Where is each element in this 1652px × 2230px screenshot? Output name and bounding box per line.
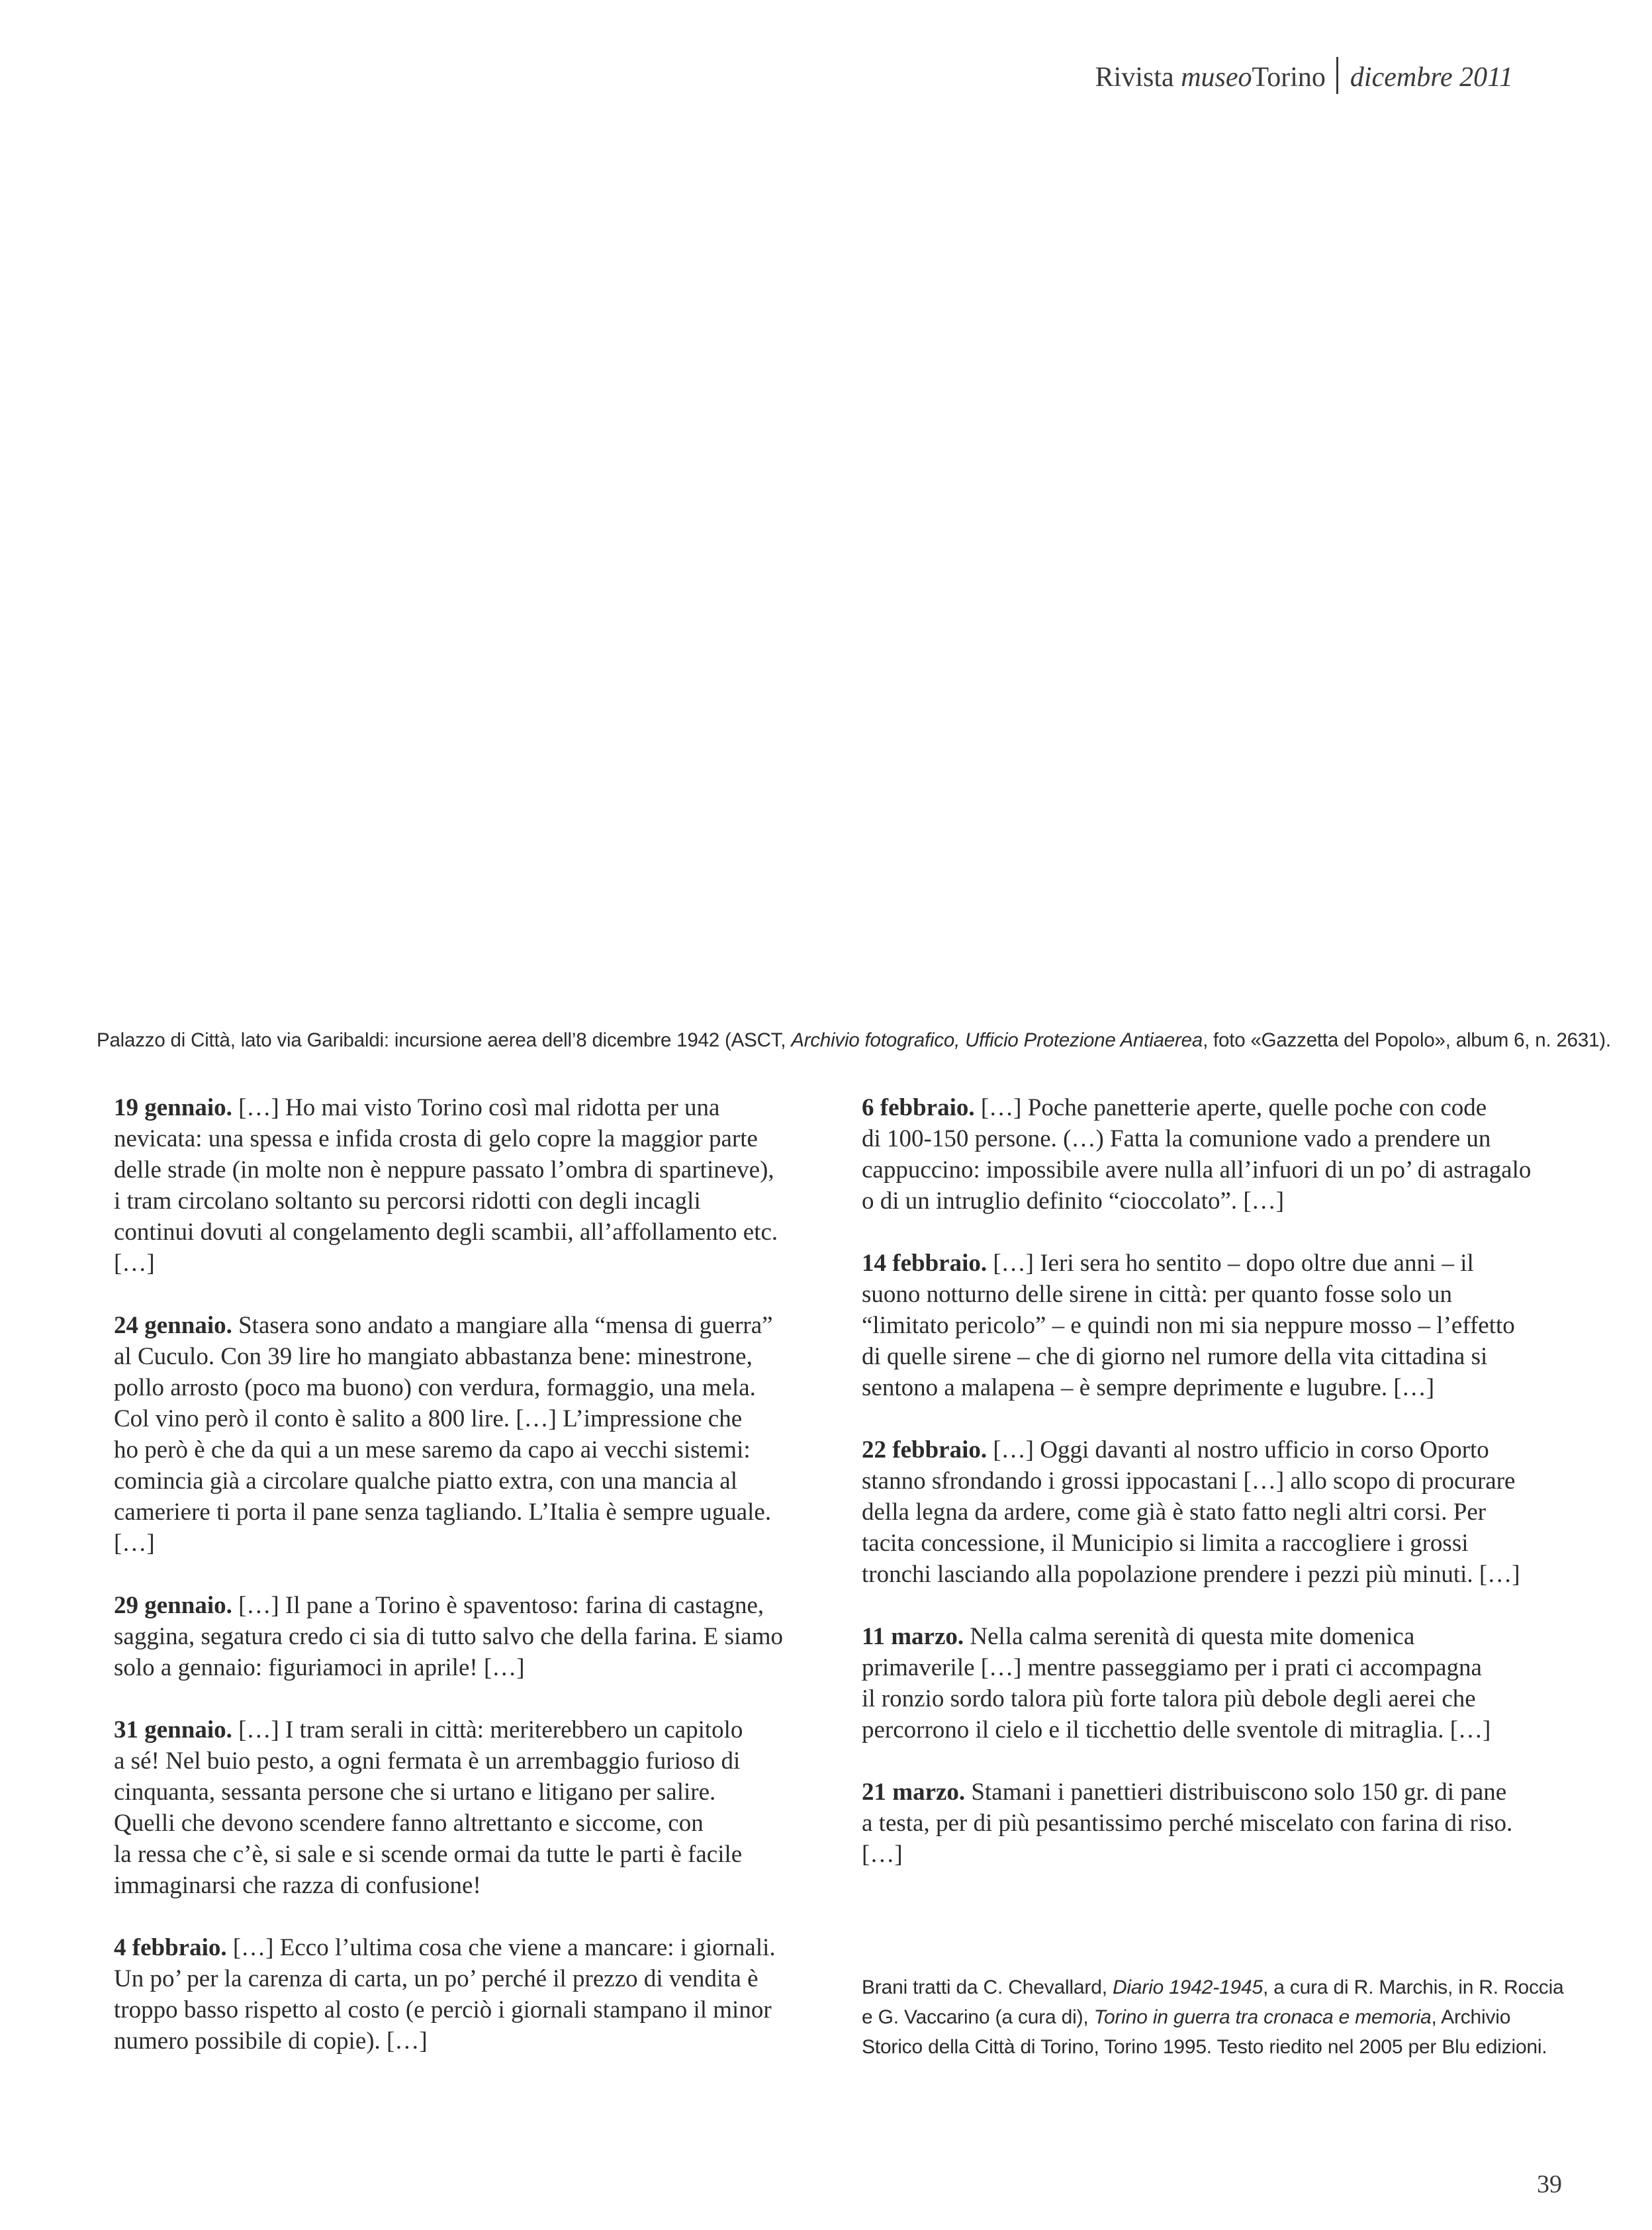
photo-caption [97,1029,1611,1052]
entry-line [114,1745,815,1777]
credits-line: Storico della Città di Torino, Torino 1995. Testo riedito nel 2005 per Blu edizioni. [862,2036,1547,2058]
entry-line [862,1341,1563,1372]
entry-text: troppo basso rispetto al costo (e perciò i giornali stampano il minor [114,1996,772,2023]
entry-line [862,1092,1563,1123]
entry-text: […] I tram serali in città: meriterebbero un capitolo [232,1716,743,1743]
entry-line [862,1248,1563,1279]
entry-text: il ronzio sordo talora più forte talora più debole degli aerei che [862,1685,1476,1712]
entry-line [862,1559,1563,1590]
entry-line [114,1528,815,1559]
entry-text: a sé! Nel buio pesto, a ogni fermata è un arrembaggio furioso di [114,1747,741,1775]
entry-line [114,1092,815,1123]
entry-text: della legna da ardere, come già è stato fatto negli altri corsi. Per [862,1499,1487,1526]
caption-text: Palazzo di Città, lato via Garibaldi: incursione aerea dell’8 dicembre 1942 (ASCT, [97,1029,792,1051]
entry-text: solo a gennaio: figuriamoci in aprile! […] [114,1654,525,1681]
credits-text: Brani tratti da C. Chevallard, [862,1976,1113,1998]
diary-entry [862,1777,1563,1870]
entry-text: […] Poche panetterie aperte, quelle poche con code [974,1094,1487,1121]
entry-text: suono notturno delle sirene in città: per quanto fosse solo un [862,1281,1452,1308]
header-date: dicembre 2011 [1350,62,1513,93]
entry-line [862,1434,1563,1465]
entry-text: pollo arrosto (poco ma buono) con verdura, formaggio, una mela. [114,1374,756,1401]
entry-line [862,1154,1563,1185]
entry-line [862,1683,1563,1714]
entry-text: cappuccino: impossibile avere nulla all’infuori di un po’ di astragalo [862,1156,1532,1184]
entry-text: ho però è che da qui a un mese saremo da capo ai vecchi sistemi: [114,1436,751,1463]
entry-text: […] Oggi davanti al nostro ufficio in corso Oporto [987,1436,1489,1463]
entry-text: […] Ho mai visto Torino così mal ridotta per una [232,1094,720,1121]
entry-line [862,1123,1563,1154]
entry-date: 22 febbraio. [862,1436,987,1463]
entry-line [114,1808,815,1839]
credits-line [862,1973,1563,2002]
entry-text: Stamani i panettieri distribuiscono solo 150 gr. di pane [965,1779,1507,1806]
entry-line [862,1621,1563,1652]
entry-line [862,1185,1563,1217]
entry-line [114,1434,815,1465]
header-rivista: Rivista [1095,62,1181,93]
entry-line [114,1590,815,1621]
entry-line [114,1497,815,1528]
entry-text: […] [862,1841,903,1868]
entry-line [114,1870,815,1901]
entry-line [862,1777,1563,1808]
entry-text: cameriere ti porta il pane senza tagliando. L’Italia è sempre uguale. [114,1499,772,1526]
running-header [1095,57,1513,94]
entry-line [862,1372,1563,1403]
caption-italic: Archivio fotografico, Ufficio Protezione Antiaerea [791,1029,1203,1051]
entry-date: 31 gennaio. [114,1716,232,1743]
diary-entry [862,1621,1563,1745]
entry-date: 11 marzo. [862,1623,964,1650]
entry-text: di 100-150 persone. (…) Fatta la comunione vado a prendere un [862,1125,1491,1152]
entry-line [114,1310,815,1341]
entry-text: Quelli che devono scendere fanno altrettanto e siccome, con [114,1810,704,1837]
entry-line [114,2025,815,2057]
entry-text: a testa, per di più pesantissimo perché miscelato con farina di riso. [862,1810,1513,1837]
entry-text: comincia già a circolare qualche piatto extra, con una mancia al [114,1467,738,1495]
entry-line [862,1279,1563,1310]
diary-entry [114,1092,815,1279]
entry-text: “limitato pericolo” – e quindi non mi sia neppure mosso – l’effetto [862,1312,1515,1339]
entry-text: Stasera sono andato a mangiare alla “mensa di guerra” [232,1312,773,1339]
credits-line [862,2002,1563,2032]
entry-text: di quelle sirene – che di giorno nel rumore della vita cittadina si [862,1343,1488,1370]
entry-text: Nella calma serenità di questa mite domenica [964,1623,1415,1650]
entry-line [114,1714,815,1745]
entry-text: cinquanta, sessanta persone che si urtano e litigano per salire. [114,1779,716,1806]
entry-text: […] Ieri sera ho sentito – dopo oltre due anni – il [987,1250,1474,1277]
entry-date: 19 gennaio. [114,1094,232,1121]
entry-line [114,1154,815,1185]
entry-line [114,1465,815,1497]
entry-text: i tram circolano soltanto su percorsi ridotti con degli incagli [114,1187,701,1215]
entry-line [114,1217,815,1248]
diary-entry [862,1092,1563,1217]
entry-date: 6 febbraio. [862,1094,975,1121]
entry-text: o di un intruglio definito “cioccolato”. […] [862,1187,1285,1215]
entry-line [114,1248,815,1279]
entry-text: continui dovuti al congelamento degli scambii, all’affollamento etc. [114,1219,778,1246]
entry-line [114,1963,815,1994]
entry-text: […] Il pane a Torino è spaventoso: farina di castagne, [232,1592,764,1619]
left-column [114,1092,815,2088]
entry-text: primaverile […] mentre passeggiamo per i prati ci accompagna [862,1654,1482,1681]
diary-entry [114,1932,815,2057]
entry-line [114,1932,815,1963]
entry-text: nevicata: una spessa e infida crosta di gelo copre la maggior parte [114,1125,758,1152]
entry-text: saggina, segatura credo ci sia di tutto salvo che della farina. E siamo [114,1623,783,1650]
entry-line [114,1341,815,1372]
source-credits [862,1973,1563,2062]
entry-text: sentono a malapena – è sempre deprimente e lugubre. […] [862,1374,1435,1401]
entry-line [862,1497,1563,1528]
entry-date: 24 gennaio. [114,1312,232,1339]
page-number: 39 [1537,2170,1562,2198]
entry-text: la ressa che c’è, si sale e si scende ormai da tutte le parti è facile [114,1841,743,1868]
diary-entry [114,1310,815,1559]
credits-text: , a cura di R. Marchis, in R. Roccia [1262,1976,1564,1998]
entry-line [114,1839,815,1870]
entry-date: 21 marzo. [862,1779,966,1806]
diary-entry [862,1434,1563,1590]
header-separator [1336,57,1338,94]
entry-text: delle strade (in molte non è neppure passato l’ombra di spartineve), [114,1156,774,1184]
entry-line [862,1310,1563,1341]
entry-text: Col vino però il conto è salito a 800 lire. […] L’impressione che [114,1405,743,1432]
entry-text: […] [114,1530,155,1557]
entry-line [862,1839,1563,1870]
credits-italic: Diario 1942-1945 [1112,1976,1263,1998]
entry-line [114,1185,815,1217]
diary-entry [862,1248,1563,1403]
entry-line [862,1652,1563,1683]
diary-entry [114,1590,815,1683]
entry-line [862,1528,1563,1559]
entry-line [862,1465,1563,1497]
entry-line [114,1372,815,1403]
entry-date: 29 gennaio. [114,1592,232,1619]
header-museo: museo [1181,62,1252,93]
entry-text: immaginarsi che razza di confusione! [114,1872,481,1899]
entry-text: Un po’ per la carenza di carta, un po’ perché il prezzo di vendita è [114,1965,758,1992]
entry-line [114,1403,815,1434]
entry-line [114,1777,815,1808]
caption-text-end: , foto «Gazzetta del Popolo», album 6, n. 2631). [1203,1029,1611,1051]
entry-line [862,1808,1563,1839]
entry-text: tacita concessione, il Municipio si limita a raccogliere i grossi [862,1530,1469,1557]
credits-text: e G. Vaccarino (a cura di), [862,2006,1094,2028]
entry-date: 4 febbraio. [114,1934,227,1961]
entry-text: numero possibile di copie). […] [114,2027,428,2055]
credits-italic: Torino in guerra tra cronaca e memoria [1093,2006,1432,2028]
credits-text: , Archivio [1431,2006,1511,2028]
entry-text: […] [114,1250,155,1277]
entry-line [114,1652,815,1683]
entry-line [862,1714,1563,1745]
entry-text: al Cuculo. Con 39 lire ho mangiato abbastanza bene: minestrone, [114,1343,753,1370]
entry-text: tronchi lasciando alla popolazione prendere i pezzi più minuti. […] [862,1561,1520,1588]
entry-text: percorrono il cielo e il ticchettio delle sventole di mitraglia. […] [862,1716,1491,1743]
header-torino: Torino [1252,62,1326,93]
entry-text: stanno sfrondando i grossi ippocastani […] allo scopo di procurare [862,1467,1516,1495]
entry-line [114,1994,815,2025]
entry-line [114,1621,815,1652]
entry-text: […] Ecco l’ultima cosa che viene a mancare: i giornali. [226,1934,776,1961]
entry-line [114,1123,815,1154]
diary-entry [114,1714,815,1901]
entry-date: 14 febbraio. [862,1250,987,1277]
right-column [862,1092,1563,1901]
